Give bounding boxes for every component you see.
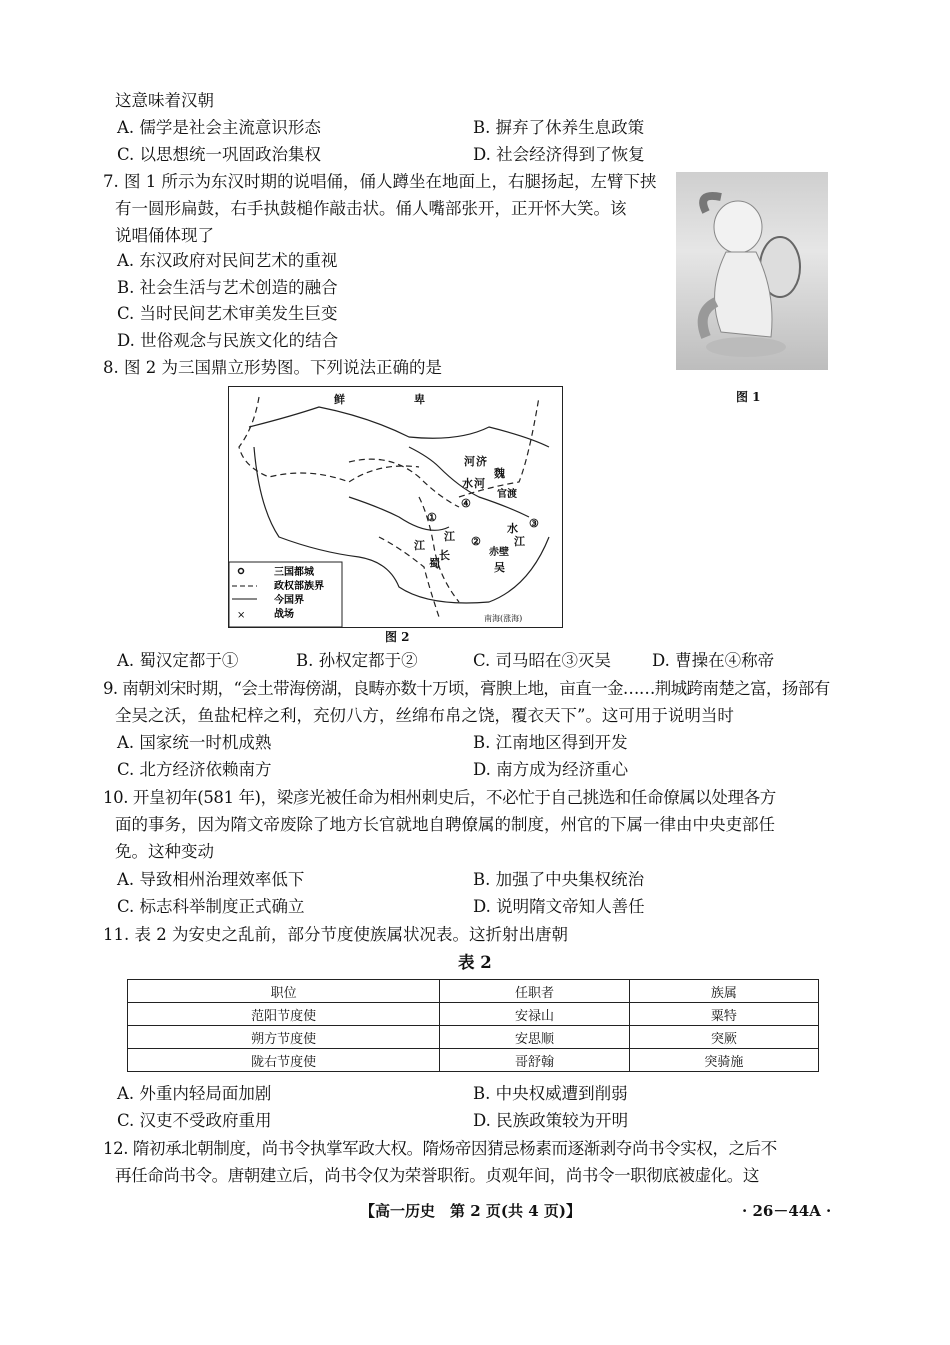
q7-option-d: D. 世俗观念与民族文化的结合 bbox=[117, 331, 339, 350]
map-label: 南海(涨海) bbox=[484, 614, 523, 623]
q9-option-a: A. 国家统一时机成熟 bbox=[117, 733, 272, 752]
map-label: 河 bbox=[474, 477, 485, 490]
map-label: ③ bbox=[529, 517, 539, 530]
q12-line: 再任命尚书令。唐朝建立后，尚书令仅为荣誉职衔。贞观年间，尚书令一职彻底被虚化。这 bbox=[115, 1166, 760, 1185]
map-label: 江 bbox=[444, 530, 455, 543]
q10-option-c: C. 标志科举制度正式确立 bbox=[117, 897, 305, 916]
table-cell: 朔方节度使 bbox=[128, 1026, 440, 1049]
q11-option-d: D. 民族政策较为开明 bbox=[473, 1111, 629, 1130]
map-label: 水 bbox=[462, 477, 473, 490]
q10-option-d: D. 说明隋文帝知人善任 bbox=[473, 897, 645, 916]
q6-option-c: C. 以思想统一巩固政治集权 bbox=[117, 145, 322, 164]
map-label: 河 bbox=[464, 455, 475, 468]
figure-1-caption: 图 1 bbox=[736, 390, 761, 404]
table-cell: 突厥 bbox=[629, 1026, 818, 1049]
three-kingdoms-map bbox=[228, 386, 563, 628]
table-cell: 安思顺 bbox=[440, 1026, 629, 1049]
header-cell: 任职者 bbox=[440, 980, 629, 1003]
q6-stem: 这意味着汉朝 bbox=[115, 91, 214, 110]
svg-text:×: × bbox=[237, 610, 246, 621]
q8-option-a: A. 蜀汉定都于① bbox=[117, 651, 239, 670]
q8-stem: 8. 图 2 为三国鼎立形势图。下列说法正确的是 bbox=[103, 358, 442, 377]
header-cell: 族属 bbox=[629, 980, 818, 1003]
q11-option-b: B. 中央权威遭到削弱 bbox=[473, 1084, 628, 1103]
q10-line: 面的事务，因为隋文帝废除了地方长官就地自聘僚属的制度，州官的下属一律由中央吏部任 bbox=[115, 815, 775, 834]
map-label: 官渡 bbox=[497, 489, 517, 500]
q9-option-b: B. 江南地区得到开发 bbox=[473, 733, 628, 752]
table-2-caption: 表 2 bbox=[458, 953, 492, 972]
map-label: ② bbox=[471, 535, 481, 548]
header-cell: 职位 bbox=[128, 980, 440, 1003]
table-row bbox=[128, 1026, 819, 1049]
q7-line: 有一圆形扁鼓，右手执鼓槌作敲击状。俑人嘴部张开，正开怀大笑。该 bbox=[115, 199, 627, 218]
q6-option-b: B. 摒弃了休养生息政策 bbox=[473, 118, 645, 137]
map-label: 卑 bbox=[414, 393, 425, 406]
table-cell: 哥舒翰 bbox=[440, 1049, 629, 1072]
q7-option-c: C. 当时民间艺术审美发生巨变 bbox=[117, 304, 338, 323]
q8-option-c: C. 司马昭在③灭吴 bbox=[473, 651, 612, 670]
legend-national-border: 今国界 bbox=[274, 595, 304, 606]
map-label: 赤壁 bbox=[489, 547, 509, 558]
legend-capital: 三国都城 bbox=[274, 567, 314, 578]
footer-code: · 26－44A · bbox=[742, 1202, 832, 1220]
map-label: 鲜 bbox=[334, 393, 345, 406]
q7-option-b: B. 社会生活与艺术创造的融合 bbox=[117, 278, 338, 297]
table-row bbox=[128, 1049, 819, 1072]
map-label: 水 bbox=[507, 522, 518, 535]
map-label: 魏 bbox=[494, 467, 505, 480]
q10-line: 免。这种变动 bbox=[115, 842, 214, 861]
table-header-row bbox=[128, 980, 819, 1003]
table-row bbox=[128, 1003, 819, 1026]
map-label: 济 bbox=[476, 455, 487, 468]
legend-battlefield: 战场 bbox=[274, 609, 294, 620]
q9-line: 9. 南朝刘宋时期，“会土带海傍湖，良畴亦数十万顷，膏腴上地，亩直一金……荆城跨南楚之富，扬部有 bbox=[103, 679, 830, 698]
table-cell: 粟特 bbox=[629, 1003, 818, 1026]
map-label: 江 bbox=[414, 539, 425, 552]
q6-option-a: A. 儒学是社会主流意识形态 bbox=[117, 118, 321, 137]
table-cell: 陇右节度使 bbox=[128, 1049, 440, 1072]
legend-boundary: 政权部族界 bbox=[274, 581, 324, 592]
map-label: 长 bbox=[439, 549, 450, 562]
q9-line: 全吴之沃，鱼盐杞梓之利，充仞八方，丝绵布帛之饶，覆衣天下”。这可用于说明当时 bbox=[115, 706, 734, 725]
q6-option-d: D. 社会经济得到了恢复 bbox=[473, 145, 645, 164]
map-label: 江 bbox=[514, 535, 525, 548]
figurine-photo bbox=[676, 172, 828, 370]
q7-line: 说唱俑体现了 bbox=[115, 226, 214, 245]
q7-line: 7. 图 1 所示为东汉时期的说唱俑，俑人蹲坐在地面上，右腿扬起，左臂下挟 bbox=[103, 172, 657, 191]
q11-option-a: A. 外重内轻局面加剧 bbox=[117, 1084, 272, 1103]
table-2 bbox=[127, 979, 819, 1072]
q10-option-b: B. 加强了中央集权统治 bbox=[473, 870, 645, 889]
map-label: ④ bbox=[461, 497, 471, 510]
q7-option-a: A. 东汉政府对民间艺术的重视 bbox=[117, 251, 338, 270]
map-label: ① bbox=[427, 511, 437, 524]
q9-option-d: D. 南方成为经济重心 bbox=[473, 760, 629, 779]
q11-stem: 11. 表 2 为安史之乱前，部分节度使族属状况表。这折射出唐朝 bbox=[103, 925, 568, 944]
q9-option-c: C. 北方经济依赖南方 bbox=[117, 760, 272, 779]
q12-line: 12. 隋初承北朝制度，尚书令执掌军政大权。隋炀帝因猜忌杨素而逐渐剥夺尚书令实权，之后不 bbox=[103, 1139, 777, 1158]
q8-option-d: D. 曹操在④称帝 bbox=[652, 651, 775, 670]
footer-page-info: 【高一历史 第 2 页(共 4 页)】 bbox=[360, 1202, 581, 1220]
map-label: 蜀 bbox=[429, 557, 440, 570]
table-cell: 突骑施 bbox=[629, 1049, 818, 1072]
q8-option-b: B. 孙权定都于② bbox=[296, 651, 418, 670]
table-cell: 范阳节度使 bbox=[128, 1003, 440, 1026]
figure-2-caption: 图 2 bbox=[385, 630, 410, 644]
q10-option-a: A. 导致相州治理效率低下 bbox=[117, 870, 305, 889]
q10-line: 10. 开皇初年(581 年)，梁彦光被任命为相州刺史后，不必忙于自己挑选和任命僚属以处理各方 bbox=[103, 788, 776, 807]
q11-option-c: C. 汉吏不受政府重用 bbox=[117, 1111, 272, 1130]
map-label: 吴 bbox=[494, 561, 505, 574]
table-cell: 安禄山 bbox=[440, 1003, 629, 1026]
